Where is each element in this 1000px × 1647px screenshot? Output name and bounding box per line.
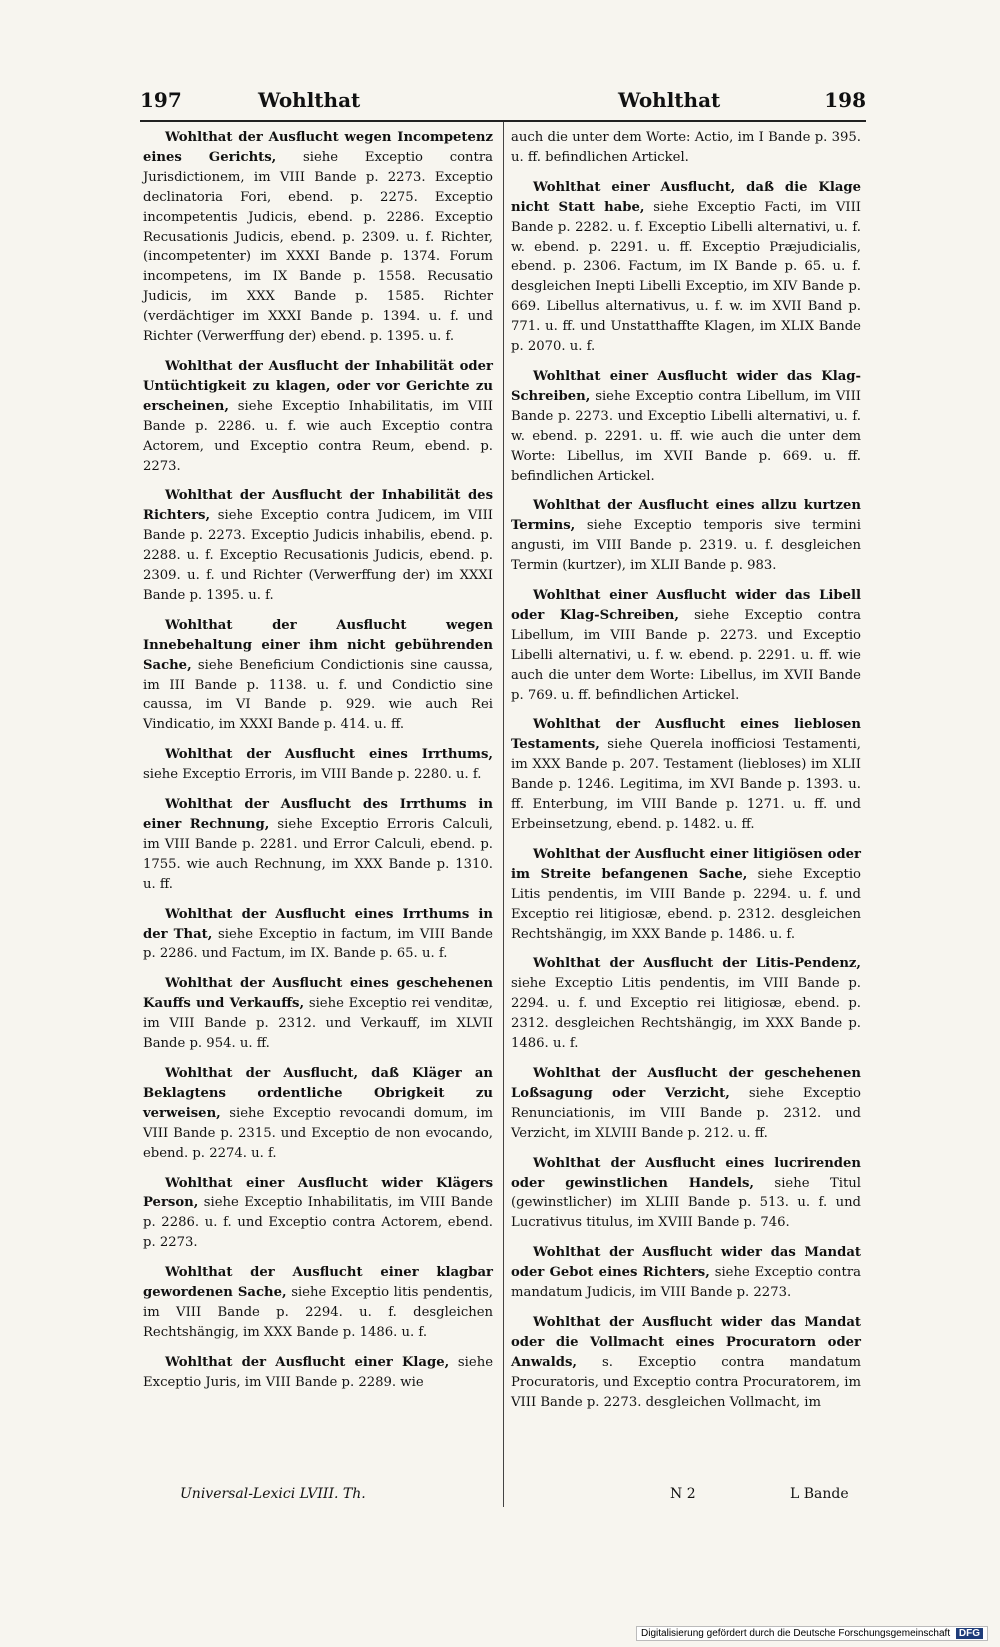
entry-headword: Wohlthat der Ausflucht wegen Innebehaltung einer ihm nicht gebührenden Sache, [143,617,493,673]
entry-text: siehe Exceptio Juris, im VIII Bande p. 2289. wie [143,1354,494,1390]
entry-headword: Wohlthat der Ausflucht eines Irrthums in der That, [143,906,493,942]
digitization-credit[interactable] [636,1626,988,1641]
entry-headword: Wohlthat der Ausflucht eines lieblosen Testaments, [511,717,861,753]
entry-headword: Wohlthat der Ausflucht eines allzu kurtzen Termins, [511,498,861,534]
lexicon-entry [511,367,861,486]
right-column [511,128,861,1422]
lexicon-entry [143,1174,493,1254]
entry-text: siehe Exceptio Inhabilitatis, im VIII Bande p. 2286. u. f. und Exceptio contra Actorem, ebend. p. 2273. [143,1195,493,1251]
entry-headword: Wohlthat der Ausflucht der Inhabilität des Richters, [143,488,493,524]
lexicon-entry [143,1353,493,1393]
entry-text: siehe Exceptio in factum, im VIII Bande p. 2286. und Factum, im IX. Bande p. 65. u. f. [143,926,493,962]
entry-text: siehe Exceptio contra Judicem, im VIII Bande p. 2273. Exceptio Judicis inhabilis, ebend. p. 2288. u. f. Exceptio Recusationis Judicis, ebend. p. 2309. u. f. und Richter (Verwerffung der) im XXXI Bande p. 1395. u. f. [143,508,493,603]
lexicon-entry [511,178,861,357]
lexicon-entry [511,1313,861,1413]
entry-headword: Wohlthat der Ausflucht einer klagbar gewordenen Sache, [143,1265,493,1301]
entry-headword: Wohlthat einer Ausflucht wider Klägers Person, [143,1175,493,1211]
entry-text: siehe Exceptio rei venditæ, im VIII Bande p. 2312. und Verkauff, im XLVII Bande p. 954. u. ff. [143,996,493,1052]
entry-headword: Wohlthat der Ausflucht wider das Mandat oder Gebot eines Richters, [511,1245,861,1281]
lexicon-entry [143,795,493,895]
entry-headword: Wohlthat der Ausflucht einer litigiösen oder im Streite befangenen Sache, [511,846,861,882]
entry-text: siehe Exceptio contra Libellum, im VIII Bande p. 2273. und Exceptio Libelli alternativi, u. f. w. ebend. p. 2291. u. ff. wie auch die unter dem Worte: Libellus, im XVII Bande p. 769. u. ff. befindlichen Artickel. [511,607,862,703]
entry-text: siehe Exceptio litis pendentis, im VIII Bande p. 2294. u. f. desgleichen Rechtshängig, im XXX Bande p. 1486. u. f. [143,1285,493,1340]
entry-text: siehe Beneficium Condictionis sine caussa, im III Bande p. 1138. u. f. und Condictio sine caussa, im VI Bande p. 929. wie auch Rei Vindicatio, im XXXI Bande p. 414. u. ff. [143,657,493,733]
entry-headword: Wohlthat einer Ausflucht wider das Klag-Schreiben, [511,368,861,404]
lexicon-entry [143,128,493,347]
footer-signature: Universal-Lexici LVIII. Th. [180,1486,366,1502]
running-head-right: Wohlthat [618,88,721,112]
entry-text: auch die unter dem Worte: Actio, im I Bande p. 395. u. ff. befindlichen Artickel. [511,130,861,165]
credit-text: Digitalisierung gefördert durch die Deutsche Forschungsgemeinschaft [641,1628,951,1639]
entry-headword: Wohlthat der Ausflucht eines geschehenen Kauffs und Verkauffs, [143,976,493,1012]
lexicon-entry [143,1263,493,1343]
lexicon-entry [511,954,861,1054]
dfg-logo: DFG [956,1628,983,1639]
lexicon-entry [511,715,861,834]
page-number-left: 197 [140,88,182,112]
page-header [140,88,866,120]
entry-text: siehe Exceptio Litis pendentis, im VIII Bande p. 2294. u. f. und Exceptio rei litigiosæ, ebend. p. 2312. desgleichen Rechtshängig, im XXX Bande p. 1486. u. f. [511,866,861,942]
entry-text: siehe Exceptio Facti, im VIII Bande p. 2282. u. f. Exceptio Libelli alternativi, u. f. w. ebend. p. 2291. u. ff. Exceptio Præjudicialis, ebend. p. 2306. Factum, im IX Bande p. 65. u. f. desgleichen Inepti Libelli Exceptio, im XIV Bande p. 669. Libellus alternativus, u. f. w. im XVII Band p. 771. u. ff. und Unstatthaffte Klagen, im XLIX Bande p. 2070. u. f. [511,199,861,355]
lexicon-entry [143,616,493,735]
lexicon-entry [511,496,861,576]
lexicon-entry [511,586,861,705]
entry-headword: Wohlthat der Ausflucht des Irrthums in einer Rechnung, [143,797,493,832]
entry-headword: Wohlthat der Ausflucht eines Irrthums, [165,747,493,763]
running-head-left: Wohlthat [258,88,361,112]
entry-text: siehe Exceptio contra Jurisdictionem, im VIII Bande p. 2273. Exceptio declinatoria Fori, ebend. p. 2275. Exceptio incompetentis Judicis, ebend. p. 2286. Exceptio Recusationis Judicis, ebend. p. 2309. u. f. Richter, (incompetenter) im XXXI Bande p. 1374. Forum incompetens, im IX Bande p. 1558. Recusatio Judicis, im XXX Bande p. 1585. Richter (verdächtiger im XXXI Bande p. 1394. u. f. und Richter (Verwerffung der) ebend. p. 1395. u. f. [143,149,493,345]
footer-catchword: L Bande [790,1486,849,1502]
lexicon-entry [511,845,861,945]
page-number-right: 198 [824,88,866,112]
entry-text: siehe Querela inofficiosi Testamenti, im XXX Bande p. 207. Testament (liebloses) im XLII Bande p. 1246. Legitima, im XVI Bande p. 1393. u. ff. Enterbung, im VIII Bande p. 1271. u. ff. und Erbeinsetzung, ebend. p. 1482. u. ff. [511,737,861,832]
entry-headword: Wohlthat der Ausflucht wider das Mandat oder die Vollmacht eines Procuratorn oder Anwalds, [511,1314,861,1370]
lexicon-entry [143,745,493,785]
entry-headword: Wohlthat der Ausflucht einer Klage, [165,1354,450,1370]
entry-headword: Wohlthat der Ausflucht der Litis-Pendenz, [533,956,861,972]
lexicon-entry [143,974,493,1054]
entry-text: siehe Exceptio revocandi domum, im VIII Bande p. 2315. und Exceptio de non evocando, ebend. p. 2274. u. f. [143,1105,493,1161]
entry-text: siehe Exceptio contra Libellum, im VIII Bande p. 2273. und Exceptio Libelli alternativi, u. f. w. ebend. p. 2291. u. ff. wie auch die unter dem Worte: Libellus, im XVII Bande p. 669. u. ff. befindlichen Artickel. [511,388,861,484]
lexicon-entry [511,1064,861,1144]
entry-text: siehe Exceptio Erroris Calculi, im VIII Bande p. 2281. und Error Calculi, ebend. p. 1755. wie auch Rechnung, im XXX Bande p. 1310. u. ff. [143,817,493,892]
entry-headword: Wohlthat der Ausflucht der Inhabilität oder Untüchtigkeit zu klagen, oder vor Gerichte zu erscheinen, [143,358,493,414]
entry-text: siehe Exceptio contra mandatum Judicis, im VIII Bande p. 2273. [511,1265,861,1301]
column-divider [503,122,504,1507]
entry-text: s. Exceptio contra mandatum Procuratoris, und Exceptio contra Procuratorem, im VIII Bande p. 2273. desgleichen Vollmacht, im [511,1354,861,1410]
entry-text: siehe Titul (gewinstlicher) im XLIII Bande p. 513. u. f. und Lucrativus titulus, im XVIII Bande p. 746. [511,1175,861,1231]
entry-text: siehe Exceptio Erroris, im VIII Bande p. 2280. u. f. [143,767,482,783]
lexicon-entry [511,128,861,168]
entry-headword: Wohlthat der Ausflucht wegen Incompetenz eines Gerichts, [143,130,493,165]
lexicon-entry [511,1243,861,1303]
entry-headword: Wohlthat einer Ausflucht, daß die Klage nicht Statt habe, [511,179,861,215]
lexicon-entry [143,486,493,605]
entry-text: siehe Exceptio Renunciationis, im VIII Bande p. 2312. und Verzicht, im XLVIII Bande p. 212. u. ff. [511,1085,861,1141]
entry-text: siehe Exceptio temporis sive termini angusti, im VIII Bande p. 2319. u. f. desgleichen Termin (kurtzer), im XLII Bande p. 983. [511,518,861,574]
left-column [143,128,493,1403]
lexicon-entry [143,905,493,965]
entry-headword: Wohlthat der Ausflucht der geschehenen Loßsagung oder Verzicht, [511,1065,861,1101]
lexicon-entry [143,1064,493,1164]
lexicon-entry [143,357,493,476]
footer-sheet-mark: N 2 [670,1486,696,1502]
entry-text: siehe Exceptio Litis pendentis, im VIII Bande p. 2294. u. f. und Exceptio rei litigiosæ, ebend. p. 2312. desgleichen Rechtshängig, im XXX Bande p. 1486. u. f. [511,976,861,1052]
entry-text: siehe Exceptio Inhabilitatis, im VIII Bande p. 2286. u. f. wie auch Exceptio contra Actorem, und Exceptio contra Reum, ebend. p. 2273. [143,398,493,474]
entry-headword: Wohlthat der Ausflucht eines lucrirenden oder gewinstlichen Handels, [511,1155,861,1191]
entry-headword: Wohlthat einer Ausflucht wider das Libell oder Klag-Schreiben, [511,588,861,623]
entry-headword: Wohlthat der Ausflucht, daß Kläger an Beklagtens ordentliche Obrigkeit zu verweisen, [143,1065,493,1121]
lexicon-entry [511,1154,861,1234]
